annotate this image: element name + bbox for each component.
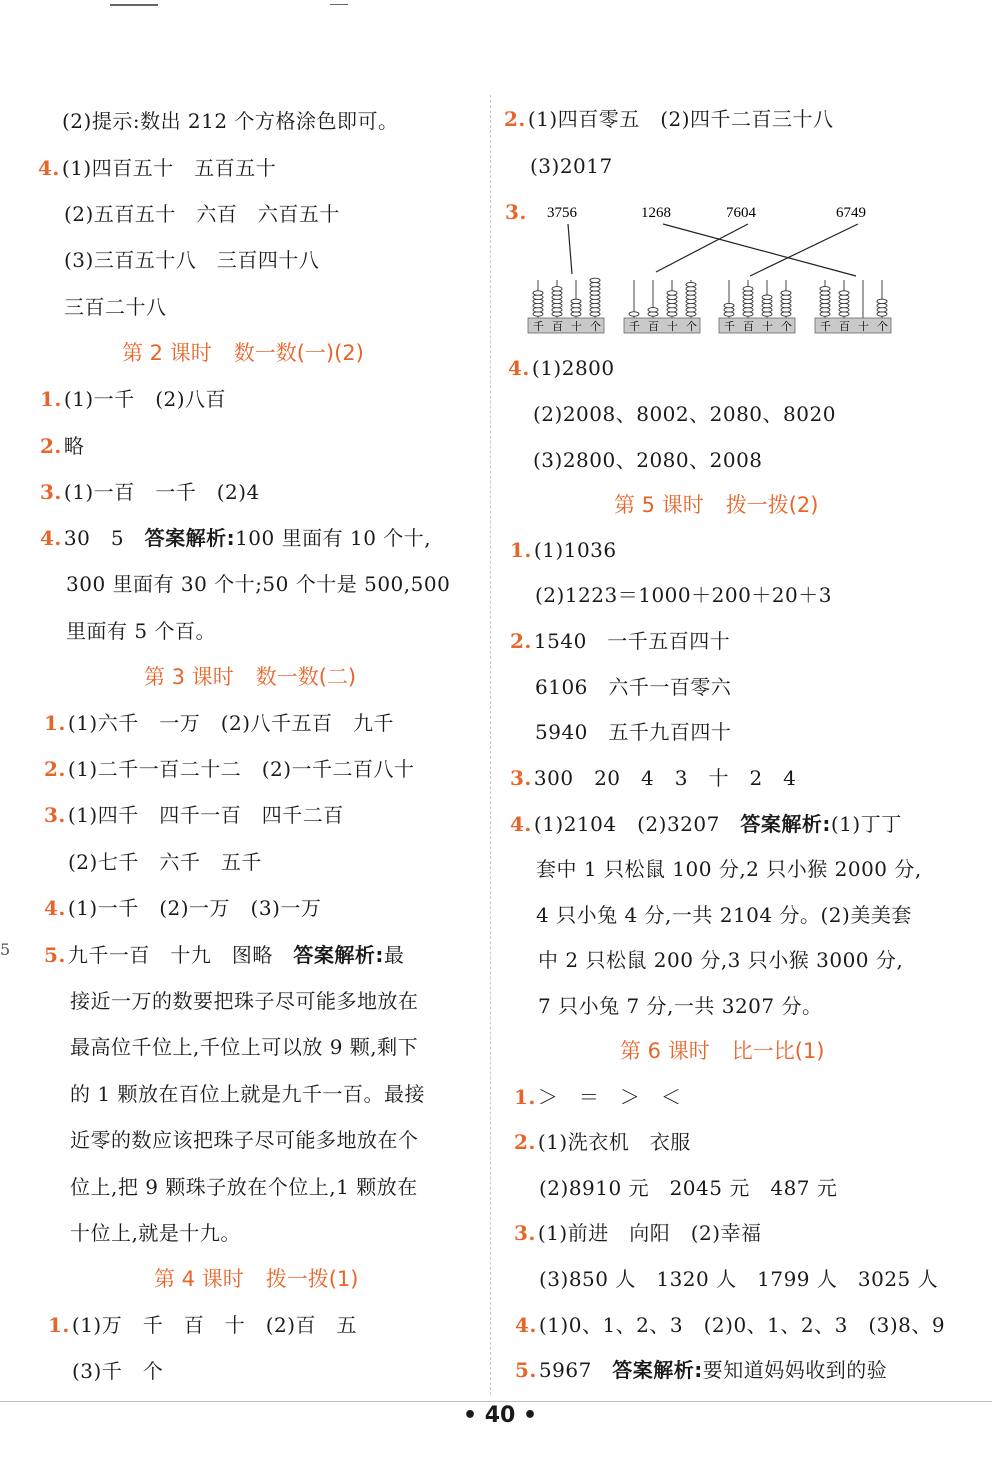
question-1 [48,1310,357,1340]
abacus-bead [571,312,581,316]
answer-text: (1)一千 (2)一万 (3)一万 [67,896,322,920]
answer-line: 6106 六千一百零六 [535,675,732,699]
abacus-bead [743,312,753,316]
answer-text: (1)一百 一千 (2)4 [63,480,260,504]
question-number: 1. [48,1313,70,1337]
abacus-bead [686,287,696,291]
abacus-bead [877,299,887,303]
abacus-bead [552,295,562,299]
answer-text: 30 5 [63,526,145,550]
question-4 [40,523,431,553]
answer-line: 套中 1 只松鼠 100 分,2 只小猴 2000 分, [536,857,922,881]
answer-text: 300 20 4 3 十 2 4 [533,766,797,790]
abacus-bead [743,287,753,291]
abacus-bead [571,303,581,307]
question-number: 2. [504,107,526,131]
abacus-bead [552,312,562,316]
question-4 [510,809,902,839]
analysis-label: 答案解析: [144,526,236,550]
abacus-bead [590,308,600,312]
analysis-text: 100 里面有 10 个十, [235,526,432,550]
abacus-bead [552,291,562,295]
answer-line: 三百二十八 [64,295,167,319]
answer-line: (3)850 人 1320 人 1799 人 3025 人 [539,1267,939,1291]
abacus-bead [648,308,658,312]
answer-text: (1)一千 (2)八百 [63,387,227,411]
answer-line: (3)千 个 [72,1359,164,1383]
abacus-bead [839,303,849,307]
abacus-bead [839,295,849,299]
abacus-bead [552,287,562,291]
abacus-bead [686,282,696,286]
abacus-bead [820,287,830,291]
abacus-figure [520,198,900,340]
lesson-heading [620,1036,824,1066]
abacus-bead [533,299,543,303]
number-label: 3756 [547,205,577,221]
abacus-bead [533,303,543,307]
question-2 [514,1127,691,1157]
page-number: • 40 • [462,1403,538,1428]
question-number: 1. [514,1085,536,1109]
place-label: 千 [629,320,640,333]
lesson-title: 第 4 课时 [154,1267,244,1291]
question-1 [40,384,226,414]
analysis-label: 答案解析: [612,1358,703,1382]
question-number: 4. [510,812,532,836]
abacus-bead [667,299,677,303]
answer-line: 十位上,就是十九。 [70,1221,241,1245]
lesson-title: 第 6 课时 [620,1039,710,1063]
number-label: 6749 [836,205,866,221]
lesson-topic: 拨一拨(2) [725,493,819,517]
abacus-bead [590,299,600,303]
question-2 [44,754,415,784]
abacus-bead [533,312,543,316]
lesson-title: 第 5 课时 [614,493,704,517]
answer-text: (1)2800 [531,356,615,380]
lesson-title: 第 3 课时 [144,665,234,689]
place-label: 十 [571,320,582,333]
answer-text: 略 [63,434,85,458]
question-number: 1. [40,387,62,411]
abacus [528,278,604,333]
answer-line: 里面有 5 个百。 [66,619,216,643]
place-label: 百 [839,320,850,333]
lesson-heading [122,338,364,368]
abacus-bead [552,303,562,307]
answer-text: (1)前进 向阳 (2)幸福 [537,1221,762,1245]
abacus-bead [762,303,772,307]
abacus-bead [820,295,830,299]
lesson-title: 第 2 课时 [122,341,212,365]
answer-text: (1)洗衣机 衣服 [537,1130,691,1154]
abacus-bead [590,303,600,307]
answer-line: (2)8910 元 2045 元 487 元 [539,1176,838,1200]
answer-line: 中 2 只松鼠 200 分,3 只小猴 3000 分, [538,948,904,972]
answer-text: (1)四百零五 (2)四千二百三十八 [527,107,834,131]
place-label: 千 [533,320,544,333]
analysis-label: 答案解析: [293,943,384,967]
lesson-heading [144,662,356,692]
abacus-bead [743,308,753,312]
abacus [815,280,891,333]
answer-text: ＞ ＝ ＞ ＜ [537,1085,682,1109]
question-number: 3. [44,803,66,827]
abacus-bead [781,308,791,312]
abacus-bead [839,291,849,295]
question-number: 1. [44,711,66,735]
answer-text: (1)万 千 百 十 (2)百 五 [71,1313,358,1337]
question-number: 4. [38,156,60,180]
margin-mark: 5 [0,940,11,959]
abacus-bead [686,308,696,312]
abacus-bead [781,295,791,299]
abacus-bead [667,295,677,299]
analysis-label: 答案解析: [740,812,831,836]
answer-line: 近零的数应该把珠子尽可能多地放在个 [70,1128,419,1152]
answer-line: (2)2008、8002、2080、8020 [533,402,836,426]
crop-mark [330,4,348,5]
question-number: 2. [514,1130,536,1154]
abacus-bead [762,312,772,316]
place-label: 个 [686,320,697,333]
question-number: 4. [40,526,62,550]
question-2 [510,626,730,656]
abacus-bead [820,299,830,303]
question-3 [44,800,344,830]
answer-text: (1)二千一百二十二 (2)一千二百八十 [67,757,415,781]
question-number: 2. [40,434,62,458]
answer-text: (1)0、1、2、3 (2)0、1、2、3 (3)8、9 [538,1313,946,1337]
question-number: 5. [515,1358,537,1382]
question-1 [514,1082,681,1112]
abacus-bead [590,282,600,286]
abacus-bead [724,303,734,307]
question-2 [504,104,834,134]
abacus-bead [533,308,543,312]
answer-line: 5940 五千九百四十 [535,720,732,744]
answer-line: (3)2017 [530,154,613,178]
analysis-text: (1)丁丁 [830,812,902,836]
abacus-bead [590,295,600,299]
answer-line: (3)三百五十八 三百四十八 [64,248,320,272]
abacus-bead [820,312,830,316]
question-number: 4. [515,1313,537,1337]
question-number: 4. [44,896,66,920]
lesson-topic: 数一数(二) [255,665,357,689]
lesson-heading [614,490,818,520]
answer-text: 九千一百 十九 图略 [67,943,294,967]
match-line [750,224,858,276]
question-number: 5. [44,943,66,967]
place-label: 百 [743,320,754,333]
answer-line: (2)七千 六千 五千 [68,850,262,874]
answer-text: (1)四百五十 五百五十 [61,156,277,180]
place-label: 十 [667,320,678,333]
crop-mark [110,4,158,6]
abacus-bead [533,291,543,295]
answer-line: 的 1 颗放在百位上就是九千一百。最接 [70,1082,425,1106]
number-label: 1268 [641,205,671,221]
answer-text: (1)六千 一万 (2)八千五百 九千 [67,711,395,735]
number-label: 7604 [726,205,756,221]
abacus-bead [686,303,696,307]
abacus [719,280,795,333]
abacus-bead [762,308,772,312]
question-4 [508,353,615,383]
abacus-bead [877,312,887,316]
abacus-bead [839,299,849,303]
place-label: 个 [590,320,601,333]
match-line [568,224,572,274]
abacus-bead [648,312,658,316]
question-number: 1. [510,538,532,562]
answer-line: 最高位千位上,千位上可以放 9 颗,剩下 [70,1035,419,1059]
place-label: 百 [648,320,659,333]
abacus-bead [667,312,677,316]
place-label: 十 [762,320,773,333]
abacus-bead [667,308,677,312]
lesson-heading [154,1264,358,1294]
abacus-bead [724,312,734,316]
abacus-bead [552,308,562,312]
abacus-bead [552,299,562,303]
question-5 [515,1355,887,1385]
answer-line: (2)五百五十 六百 六百五十 [64,202,340,226]
question-1 [510,535,617,565]
abacus-bead [724,308,734,312]
answer-line: (2)1223＝1000＋200＋20＋3 [535,583,832,607]
abacus-bead [590,278,600,282]
abacus-bead [629,312,639,316]
abacus-bead [781,312,791,316]
answer-line: 300 里面有 30 个十;50 个十是 500,500 [66,572,451,596]
place-label: 个 [781,320,792,333]
abacus-bead [743,295,753,299]
question-number: 2. [510,629,532,653]
abacus-bead [820,303,830,307]
abacus-bead [781,299,791,303]
abacus-bead [743,303,753,307]
abacus-bead [877,303,887,307]
abacus-bead [686,291,696,295]
lesson-topic: 数一数(一)(2) [233,341,364,365]
question-4 [38,153,276,183]
question-2 [40,431,84,461]
answer-text: 1540 一千五百四十 [533,629,731,653]
lesson-topic: 拨一拨(1) [265,1267,359,1291]
abacus-bead [590,291,600,295]
answer-text: 5967 [538,1358,613,1382]
answer-line: 7 只小兔 7 分,一共 3207 分。 [538,994,823,1018]
abacus [624,280,700,333]
abacus-bead [686,299,696,303]
question-4 [515,1310,945,1340]
place-label: 千 [820,320,831,333]
abacus-bead [877,308,887,312]
answer-text: (1)四千 四千一百 四千二百 [67,803,344,827]
abacus-bead [820,291,830,295]
place-label: 百 [552,320,563,333]
answer-line: 位上,把 9 颗珠子放在个位上,1 颗放在 [70,1175,418,1199]
answer-line: (2)提示:数出 212 个方格涂色即可。 [62,109,399,133]
question-number: 4. [508,356,530,380]
question-3 [510,763,796,793]
answer-line: 接近一万的数要把珠子尽可能多地放在 [70,989,419,1013]
abacus-bead [743,299,753,303]
abacus-bead [743,291,753,295]
answer-line: 4 只小兔 4 分,一共 2104 分。(2)美美套 [536,903,912,927]
answer-text: (1)2104 (2)3207 [533,812,741,836]
abacus-bead [820,308,830,312]
question-3 [514,1218,762,1248]
analysis-text: 最 [383,943,405,967]
question-number: 2. [44,757,66,781]
question-1 [44,708,394,738]
column-divider [490,95,491,1395]
place-label: 千 [724,320,735,333]
abacus-bead [781,303,791,307]
match-line [656,224,748,272]
abacus-bead [839,308,849,312]
abacus-bead [590,287,600,291]
abacus-bead [571,308,581,312]
abacus-bead [590,312,600,316]
abacus-bead [839,312,849,316]
question-5 [44,940,404,970]
analysis-text: 要知道妈妈收到的验 [702,1358,888,1382]
question-number: 3. [514,1221,536,1245]
abacus-bead [686,312,696,316]
lesson-topic: 比一比(1) [731,1039,825,1063]
question-4 [44,893,321,923]
question-number: 3. [510,766,532,790]
match-line [663,224,856,276]
question-number: 3. [505,200,527,224]
abacus-bead [762,295,772,299]
abacus-bead [667,291,677,295]
abacus-bead [667,303,677,307]
abacus-bead [781,291,791,295]
abacus-bead [533,295,543,299]
answer-line: (3)2800、2080、2008 [533,448,763,472]
place-label: 十 [858,320,869,333]
abacus-bead [571,299,581,303]
abacus-bead [686,295,696,299]
place-label: 个 [877,320,888,333]
answer-text: (1)1036 [533,538,617,562]
abacus-bead [762,299,772,303]
question-3 [40,477,260,507]
question-number: 3. [40,480,62,504]
